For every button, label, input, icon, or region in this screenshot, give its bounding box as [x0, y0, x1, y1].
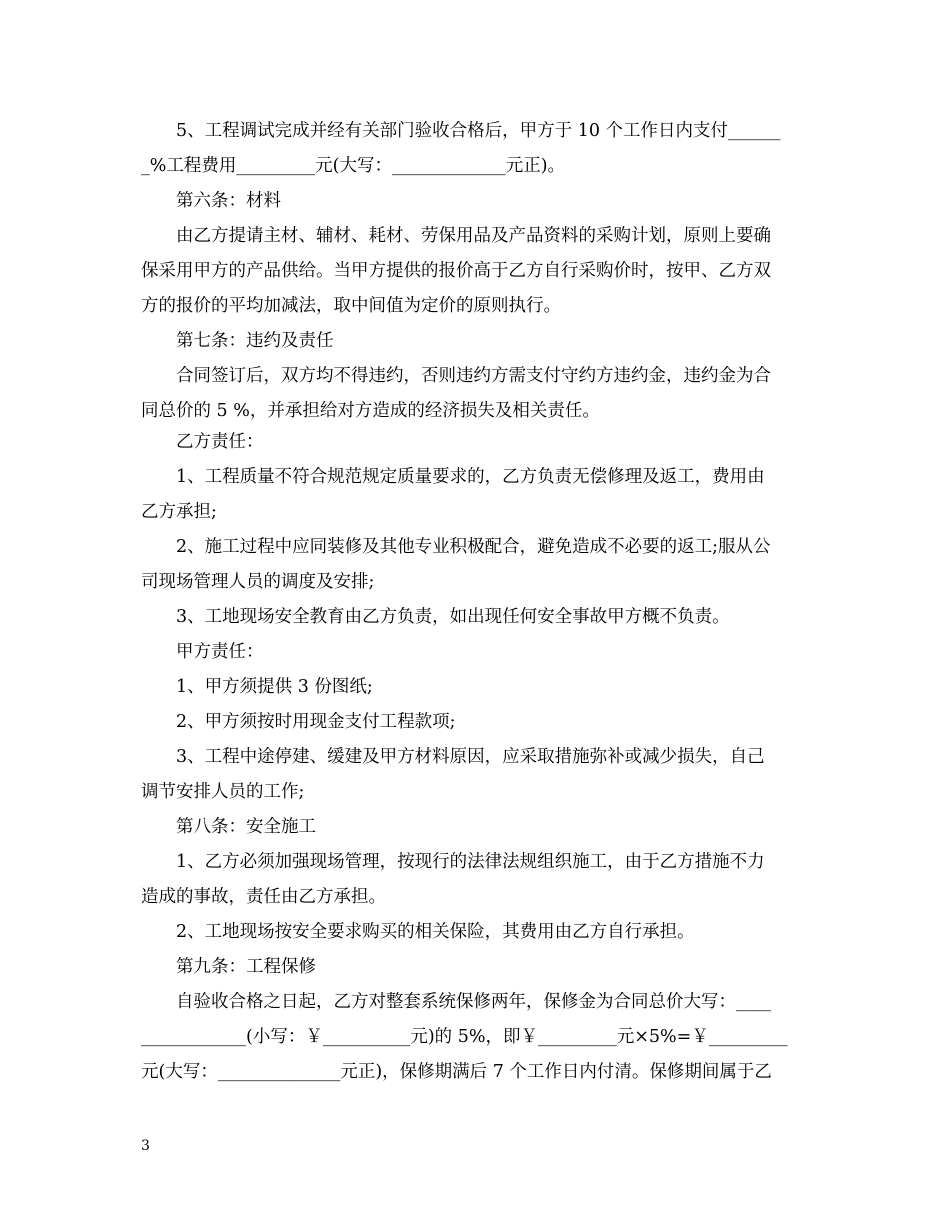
text-line: 1、乙方必须加强现场管理，按现行的法律法规组织施工，由于乙方措施不力: [176, 852, 765, 872]
text-line: 3、工地现场安全教育由乙方负责，如出现任何安全事故甲方概不负责。: [176, 607, 730, 627]
section-heading: 第九条：工程保修: [176, 957, 316, 977]
subheading: 甲方责任：: [176, 642, 264, 662]
page-number: 3: [141, 1138, 150, 1154]
text-line: 方的报价的平均加减法，取中间值为定价的原则执行。: [141, 296, 561, 316]
text-line: 造成的事故，责任由乙方承担。: [141, 887, 386, 907]
text-line: 2、甲方须按时用现金支付工程款项;: [176, 712, 456, 732]
text-line: _%工程费用_________元(大写：_____________元正)。: [141, 156, 566, 176]
text-line: 合同签订后，双方均不得违约，否则违约方需支付守约方违约金，违约金为合: [176, 366, 771, 386]
text-line: 5、工程调试完成并经有关部门验收合格后，甲方于 10 个工作日内支付______: [176, 121, 781, 141]
subheading: 乙方责任：: [176, 432, 264, 452]
text-line: 1、工程质量不符合规范规定质量要求的，乙方负责无偿修理及返工，费用由: [176, 467, 765, 487]
text-line: 2、施工过程中应同装修及其他专业积极配合，避免造成不必要的返工;服从公: [176, 537, 771, 557]
text-line: ____________(小写：￥__________元)的 5%，即￥_________元×5%=￥_________: [141, 1027, 788, 1047]
section-heading: 第八条：安全施工: [176, 817, 316, 837]
text-line: 由乙方提请主材、辅材、耗材、劳保用品及产品资料的采购计划，原则上要确: [176, 226, 771, 246]
text-line: 1、甲方须提供 3 份图纸;: [176, 677, 373, 697]
text-line: 司现场管理人员的调度及安排;: [141, 572, 375, 592]
text-line: 同总价的 5 %，并承担给对方造成的经济损失及相关责任。: [141, 401, 600, 421]
text-line: 乙方承担;: [141, 502, 217, 522]
text-line: 自验收合格之日起，乙方对整套系统保修两年，保修金为合同总价大写：____: [176, 992, 771, 1012]
text-line: 调节安排人员的工作;: [141, 782, 305, 802]
section-heading: 第七条：违约及责任: [176, 331, 334, 351]
section-heading: 第六条：材料: [176, 191, 281, 211]
text-line: 3、工程中途停建、缓建及甲方材料原因，应采取措施弥补或减少损失，自己: [176, 747, 765, 767]
text-line: 2、工地现场按安全要求购买的相关保险，其费用由乙方自行承担。: [176, 922, 695, 942]
text-line: 保采用甲方的产品供给。当甲方提供的报价高于乙方自行采购价时，按甲、乙方双: [141, 261, 771, 281]
text-line: 元(大写：______________元正)，保修期满后 7 个工作日内付清。保修期间属于乙: [141, 1062, 772, 1082]
